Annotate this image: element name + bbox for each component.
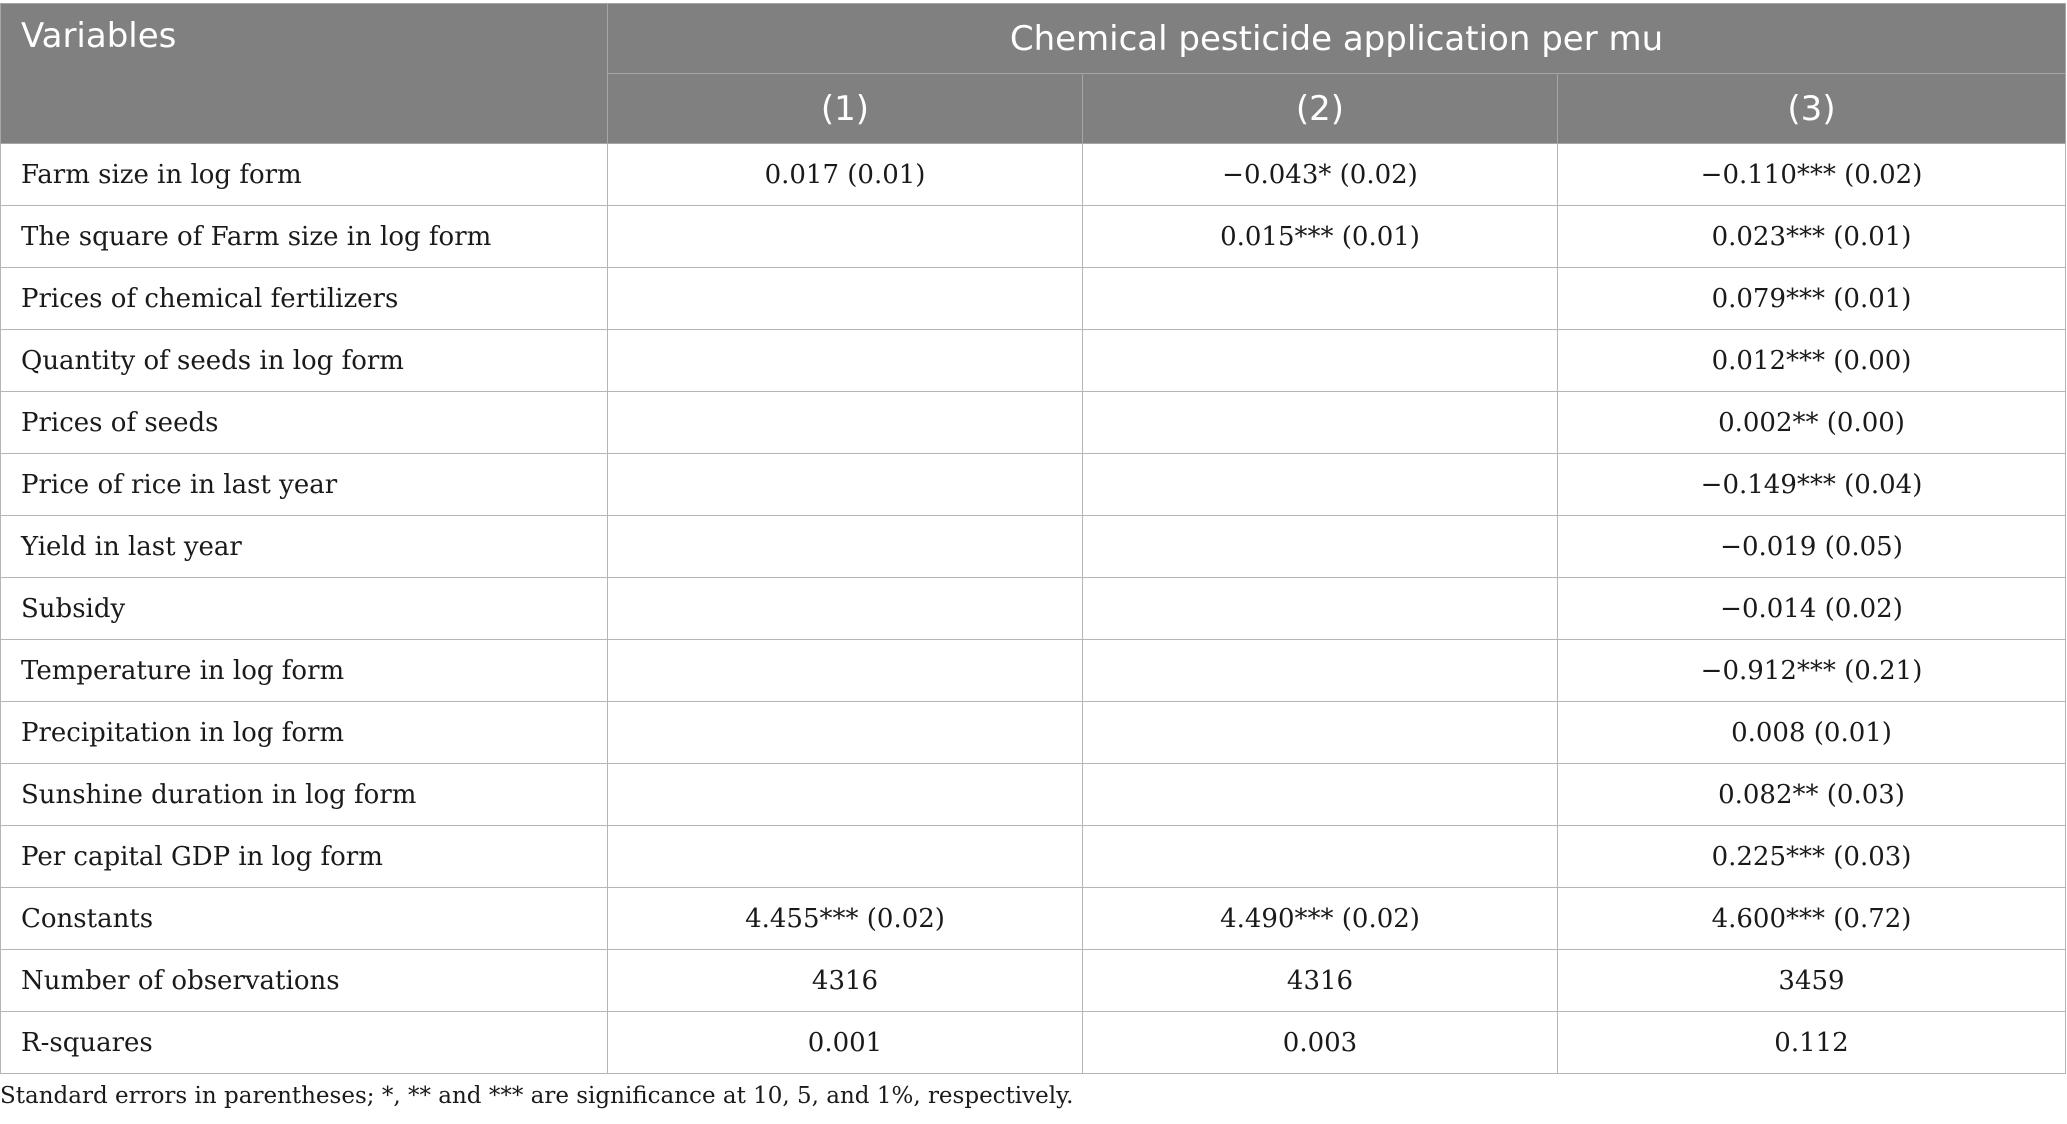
cell-model-2 (1083, 516, 1558, 578)
row-label: Price of rice in last year (1, 454, 608, 516)
cell-model-2 (1083, 826, 1558, 888)
cell-model-2 (1083, 268, 1558, 330)
header-row-group (1, 4, 2066, 74)
model-2-header: (2) (1083, 74, 1558, 144)
row-label: Sunshine duration in log form (1, 764, 608, 826)
row-label: Temperature in log form (1, 640, 608, 702)
table-header (1, 4, 2066, 144)
cell-model-1 (608, 826, 1083, 888)
cell-model-2 (1083, 330, 1558, 392)
regression-table (0, 3, 2066, 1074)
cell-model-3: 0.012*** (0.00) (1558, 330, 2066, 392)
cell-model-2: 0.015*** (0.01) (1083, 206, 1558, 268)
row-label: Constants (1, 888, 608, 950)
table-row (1, 764, 2066, 826)
row-label: Prices of seeds (1, 392, 608, 454)
table-row (1, 578, 2066, 640)
cell-model-3: 4.600*** (0.72) (1558, 888, 2066, 950)
row-label: Number of observations (1, 950, 608, 1012)
model-3-header: (3) (1558, 74, 2066, 144)
cell-model-2 (1083, 764, 1558, 826)
cell-model-2: 4316 (1083, 950, 1558, 1012)
table-row (1, 640, 2066, 702)
cell-model-1: 4.455*** (0.02) (608, 888, 1083, 950)
table-row (1, 268, 2066, 330)
cell-model-1 (608, 578, 1083, 640)
cell-model-1 (608, 392, 1083, 454)
cell-model-3: 0.082** (0.03) (1558, 764, 2066, 826)
cell-model-1: 0.017 (0.01) (608, 144, 1083, 206)
cell-model-3: 0.008 (0.01) (1558, 702, 2066, 764)
cell-model-2: 0.003 (1083, 1012, 1558, 1074)
cell-model-3: −0.019 (0.05) (1558, 516, 2066, 578)
cell-model-2: 4.490*** (0.02) (1083, 888, 1558, 950)
table-row (1, 950, 2066, 1012)
row-label: Quantity of seeds in log form (1, 330, 608, 392)
cell-model-3: 0.079*** (0.01) (1558, 268, 2066, 330)
table-body (1, 144, 2066, 1074)
table-footnote: Standard errors in parentheses; *, ** and *** are significance at 10, 5, and 1%, respectively. (0, 1083, 1074, 1109)
cell-model-1 (608, 454, 1083, 516)
cell-model-1 (608, 516, 1083, 578)
cell-model-1 (608, 640, 1083, 702)
cell-model-3: −0.912*** (0.21) (1558, 640, 2066, 702)
cell-model-3: 0.023*** (0.01) (1558, 206, 2066, 268)
table-row (1, 144, 2066, 206)
cell-model-2 (1083, 454, 1558, 516)
row-label: Subsidy (1, 578, 608, 640)
model-1-header: (1) (608, 74, 1083, 144)
table-row (1, 1012, 2066, 1074)
row-label: R-squares (1, 1012, 608, 1074)
dependent-variable-header: Chemical pesticide application per mu (608, 4, 2066, 74)
cell-model-3: −0.110*** (0.02) (1558, 144, 2066, 206)
cell-model-1 (608, 268, 1083, 330)
cell-model-1 (608, 764, 1083, 826)
table-row (1, 330, 2066, 392)
cell-model-1: 4316 (608, 950, 1083, 1012)
row-label: The square of Farm size in log form (1, 206, 608, 268)
table-row (1, 516, 2066, 578)
cell-model-3: 0.002** (0.00) (1558, 392, 2066, 454)
row-label: Per capital GDP in log form (1, 826, 608, 888)
table-row (1, 702, 2066, 764)
cell-model-2 (1083, 702, 1558, 764)
table-row (1, 888, 2066, 950)
cell-model-1 (608, 206, 1083, 268)
cell-model-3: −0.014 (0.02) (1558, 578, 2066, 640)
cell-model-1 (608, 702, 1083, 764)
row-label: Precipitation in log form (1, 702, 608, 764)
cell-model-1 (608, 330, 1083, 392)
cell-model-3: 0.112 (1558, 1012, 2066, 1074)
cell-model-3: 3459 (1558, 950, 2066, 1012)
row-label: Farm size in log form (1, 144, 608, 206)
cell-model-2 (1083, 640, 1558, 702)
regression-table-container (0, 3, 2065, 1074)
table-row (1, 826, 2066, 888)
cell-model-2 (1083, 578, 1558, 640)
table-row (1, 206, 2066, 268)
cell-model-3: 0.225*** (0.03) (1558, 826, 2066, 888)
table-row (1, 392, 2066, 454)
row-label: Yield in last year (1, 516, 608, 578)
cell-model-3: −0.149*** (0.04) (1558, 454, 2066, 516)
cell-model-2 (1083, 392, 1558, 454)
table-row (1, 454, 2066, 516)
row-label: Prices of chemical fertilizers (1, 268, 608, 330)
cell-model-1: 0.001 (608, 1012, 1083, 1074)
cell-model-2: −0.043* (0.02) (1083, 144, 1558, 206)
variables-column-header: Variables (1, 4, 608, 144)
